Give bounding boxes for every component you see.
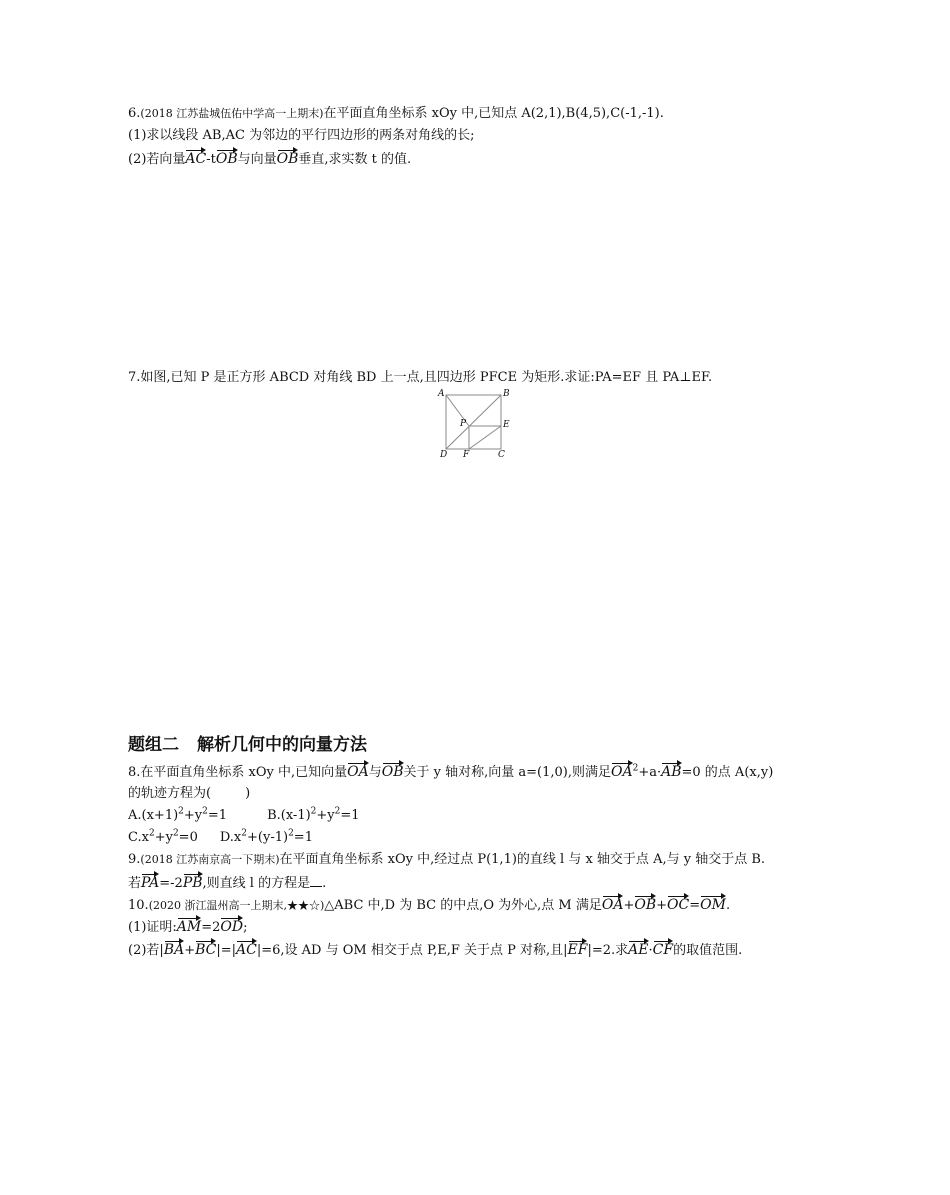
q8-line2-b: ) [245, 786, 251, 801]
q8-options-cd [128, 829, 313, 847]
vector-ab: AB [661, 761, 681, 779]
option-d [220, 830, 313, 845]
q6-number: 6. [128, 106, 141, 121]
square-figure [436, 386, 516, 458]
q8-line2-a: 的轨迹方程为( [128, 786, 212, 801]
option-a-3: =1 [207, 808, 228, 823]
option-c-1: C.x [128, 830, 149, 845]
label-c: C [498, 450, 505, 458]
q6-part2-text-b: -t [206, 152, 216, 167]
option-c [128, 830, 198, 845]
q10-part2-e: 的取值范围. [673, 943, 743, 958]
q9-line2 [128, 872, 326, 893]
q6-part2-text-a: (2)若向量 [128, 152, 186, 167]
option-d-1: D.x [219, 830, 242, 845]
q10-part1-b: =2 [201, 920, 221, 935]
segment-fe [469, 426, 501, 449]
q10-part2-a: (2)若| [128, 943, 164, 958]
q8-square: 2 [632, 763, 639, 774]
vector-ae: AE [628, 939, 648, 957]
vector-bc: BC [195, 939, 216, 957]
q6-stem: 在平面直角坐标系 xOy 中,已知点 A(2,1),B(4,5),C(-1,-1). [323, 106, 664, 121]
label-b: B [503, 389, 510, 399]
option-b [267, 808, 360, 823]
q10-part2-b: |=| [216, 943, 237, 958]
vector-ob: OB [634, 894, 656, 912]
label-e: E [503, 420, 510, 430]
section-heading [128, 730, 367, 755]
q8-text-c: 关于 y 轴对称,向量 a=(1,0),则满足 [403, 765, 611, 780]
vector-oa: OA [602, 894, 624, 912]
q6-part2-text-c: 与向量 [237, 152, 277, 167]
label-a: A [438, 389, 445, 399]
plus-3: + [184, 943, 196, 958]
vector-ob-2: OB [277, 148, 299, 166]
vector-ac: AC [236, 939, 257, 957]
label-f: F [463, 450, 470, 458]
dot-product: · [648, 943, 653, 958]
equals: = [689, 898, 701, 913]
q7-text: 7.如图,已知 P 是正方形 ABCD 对角线 BD 上一点,且四边形 PFCE 为矩形.求证:PA=EF 且 PA⊥EF. [128, 370, 713, 385]
option-b-sup2: 2 [334, 806, 341, 817]
q10-number: 10. [128, 898, 149, 913]
q10-source: (2020 浙江温州高一上期末,★★☆) [148, 899, 325, 912]
vector-oc: OC [667, 894, 689, 912]
option-a-2: +y [183, 808, 203, 823]
q8-text-a: 8.在平面直角坐标系 xOy 中,已知向量 [128, 765, 348, 780]
q10-part2 [128, 939, 742, 960]
q9-stem: 在平面直角坐标系 xOy 中,经过点 P(1,1)的直线 l 与 x 轴交于点 A,与 y 轴交于点 B. [279, 852, 766, 867]
q8-text-e: =0 的点 A(x,y) [681, 765, 774, 780]
option-d-sup2: 2 [288, 828, 294, 839]
option-b-1: B.(x-1) [267, 808, 311, 823]
option-a-1: A.(x+1) [128, 808, 179, 823]
option-d-sup1: 2 [241, 828, 248, 839]
q6-part2 [128, 148, 411, 169]
option-a-sup2: 2 [202, 806, 208, 817]
option-d-2: +(y-1) [247, 830, 289, 845]
option-d-3: =1 [293, 830, 313, 845]
q6-part1 [128, 127, 474, 145]
option-b-2: +y [316, 808, 335, 823]
option-b-sup1: 2 [310, 806, 317, 817]
q10-part1 [128, 916, 248, 937]
vector-om: OM [700, 894, 726, 912]
label-p: P [460, 419, 467, 429]
q10-part1-c: ; [243, 920, 248, 935]
section-title: 题组二 [128, 735, 179, 755]
q9-line2-b: =-2 [159, 876, 183, 891]
q9-stem-line [128, 851, 765, 869]
vector-oa-2: OA [611, 761, 633, 779]
q9-period: . [322, 876, 327, 891]
q7-stem-line [128, 369, 712, 387]
diagonal-bd [446, 395, 501, 449]
option-c-sup1: 2 [148, 828, 155, 839]
plus-2: + [656, 898, 668, 913]
option-c-3: =0 [178, 830, 198, 845]
q8-line2 [128, 785, 250, 803]
q9-line2-c: ,则直线 l 的方程是 [202, 876, 311, 891]
q8-stem-line [128, 761, 773, 782]
plus-1: + [623, 898, 635, 913]
q10-part1-a: (1)证明: [128, 920, 177, 935]
q8-text-d: +a· [638, 765, 662, 780]
q9-number: 9. [128, 852, 141, 867]
vector-ob: OB [216, 148, 238, 166]
q10-stem-line [128, 894, 730, 915]
vector-oa: OA [347, 761, 369, 779]
option-c-2: +y [154, 830, 173, 845]
q10-part2-d: |=2.求 [587, 943, 629, 958]
q10-stem: △ABC 中,D 为 BC 的中点,O 为外心,点 M 满足 [324, 898, 602, 913]
vector-cf: CF [653, 939, 673, 957]
vector-ba: BA [164, 939, 184, 957]
vector-ob: OB [382, 761, 404, 779]
vector-pb: PB [183, 872, 203, 890]
option-a [128, 808, 227, 823]
answer-blank [310, 874, 322, 887]
option-b-3: =1 [340, 808, 360, 823]
label-d: D [440, 450, 448, 458]
q9-source: (2018 江苏南京高一下期末) [140, 853, 280, 866]
period: . [725, 898, 731, 913]
option-a-sup1: 2 [178, 806, 184, 817]
q10-part2-c: |=6,设 AD 与 OM 相交于点 P,E,F 关于点 P 对称,且| [256, 943, 568, 958]
q6-stem-line [128, 105, 664, 123]
q8-text-b: 与 [368, 765, 382, 780]
q6-part1-text: (1)求以线段 AB,AC 为邻边的平行四边形的两条对角线的长; [128, 128, 475, 143]
vector-am: AM [177, 916, 201, 934]
vector-ac: AC [185, 148, 206, 166]
q9-line2-a: 若 [128, 876, 142, 891]
q8-options-ab [128, 807, 360, 825]
vector-ef: EF [568, 939, 588, 957]
vector-od: OD [220, 916, 243, 934]
option-c-sup2: 2 [172, 828, 179, 839]
q6-source: (2018 江苏盐城伍佑中学高一上期末) [140, 107, 324, 120]
section-subtitle: 解析几何中的向量方法 [197, 735, 367, 755]
q6-part2-text-d: 垂直,求实数 t 的值. [298, 152, 412, 167]
vector-pa: PA [141, 872, 159, 890]
